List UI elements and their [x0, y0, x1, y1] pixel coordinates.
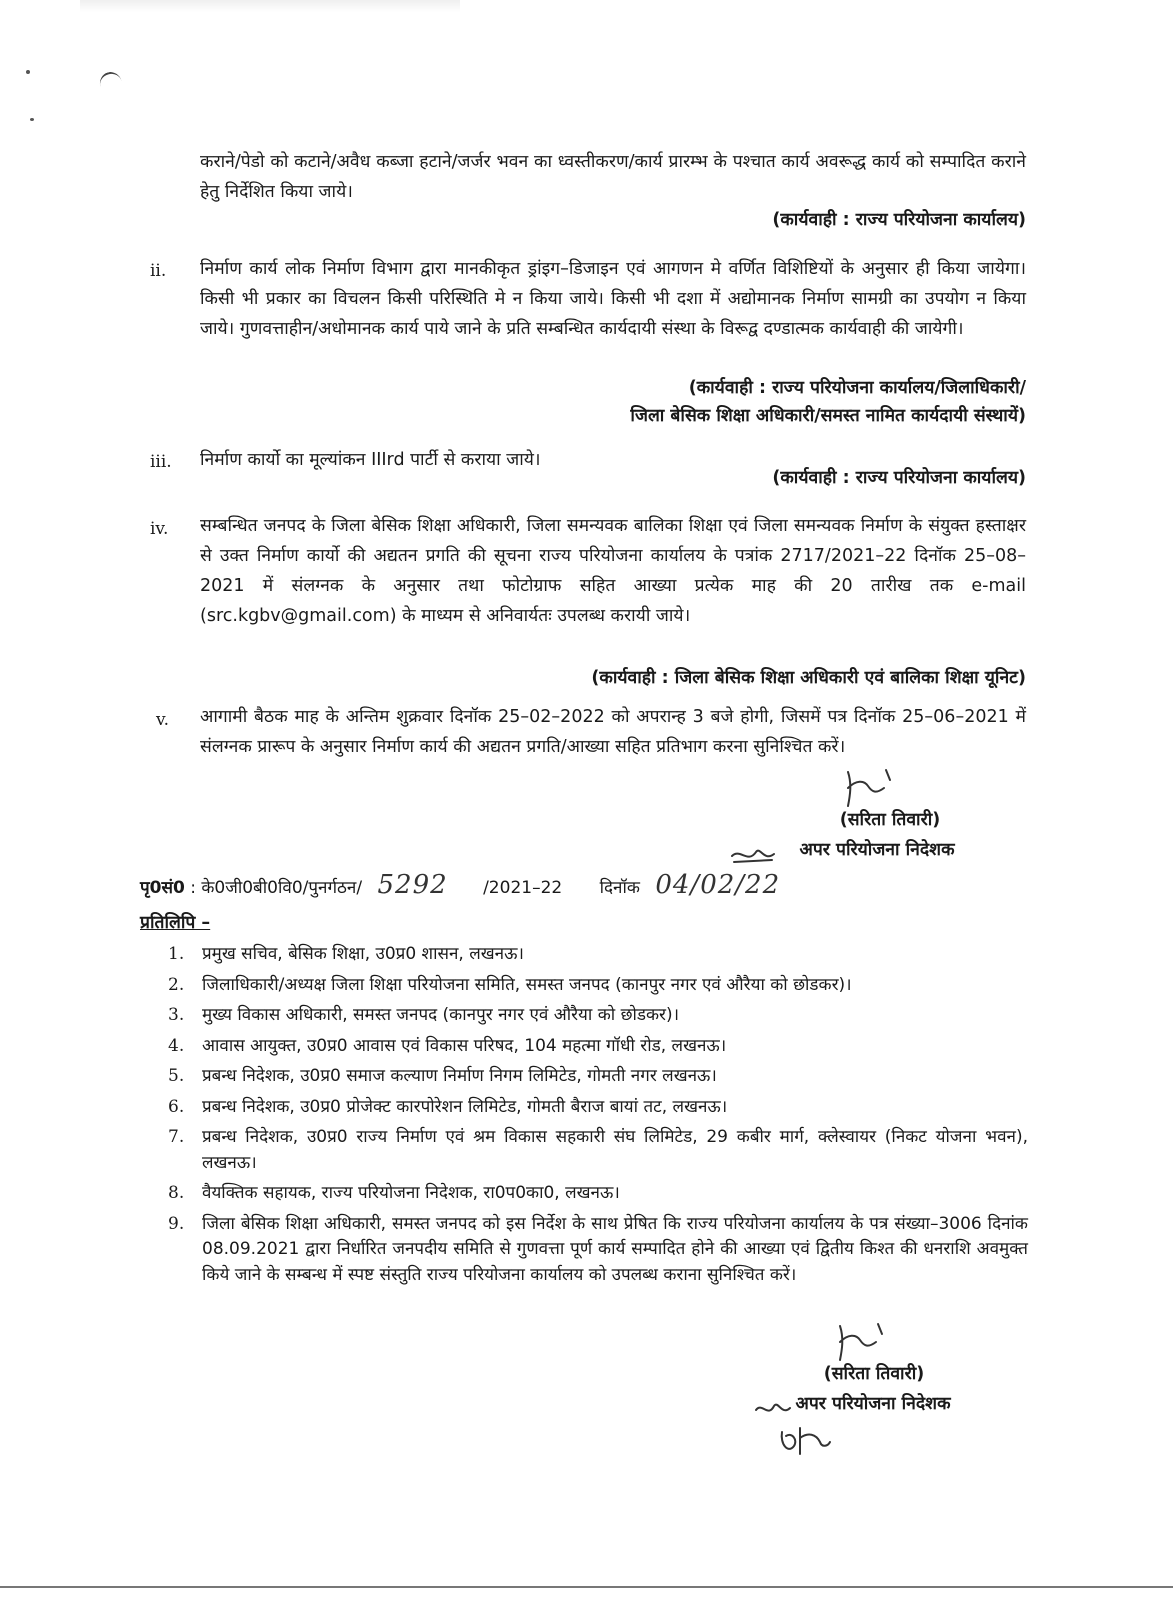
cc-text: आवास आयुक्त, उ0प्र0 आवास एवं विकास परिषद, 104 महत्मा गॉधी रोड, लखनऊ। [202, 1035, 727, 1056]
cc-item [168, 942, 1028, 968]
cc-text: प्रबन्ध निदेशक, उ0प्र0 प्रोजेक्ट कारपोरेशन लिमिटेड, गोमती बैराज बायां तट, लखनऊ। [202, 1096, 728, 1117]
signatory2-designation: अपर परियोजना निदेशक [795, 1394, 951, 1414]
cc-item [168, 973, 1028, 999]
item-number: ii. [150, 261, 167, 281]
cc-list [168, 942, 1028, 1293]
scan-speck [30, 118, 34, 121]
item-number: iv. [150, 519, 169, 539]
ref-date-label: दिनॉक [599, 878, 640, 898]
reference-line [140, 870, 780, 903]
cc-item [168, 1034, 1028, 1060]
item-text: निर्माण कार्यो का मूल्यांकन IIIrd पार्टी से कराया जाये। [200, 450, 541, 470]
signatory-designation: अपर परियोजना निदेशक [799, 840, 955, 860]
cc-text: वैयक्तिक सहायक, राज्य परियोजना निदेशक, रा0प0का0, लखनऊ। [202, 1183, 620, 1203]
item-number: iii. [150, 452, 172, 472]
ref-prefix: : के0जी0बी0वि0/पुनर्गठन/ [190, 878, 363, 898]
cc-number: 7. [168, 1127, 185, 1147]
signatory2-name: (सरिता तिवारी) [823, 1364, 925, 1384]
cc-item [168, 1095, 1028, 1121]
cc-item [168, 1003, 1028, 1029]
scan-speck [26, 70, 30, 74]
cc-number: 4. [168, 1035, 185, 1056]
item-text: निर्माण कार्य लोक निर्माण विभाग द्वारा मानकीकृत ड्रांइग–डिजाइन एवं आगणन मे वर्णित विशिष्टियों के अनुसार ही किया जायेगा। किसी भी प्रकार का विचलन किसी परिस्थिति मे न किया जाये। किसी भी दशा में अद्योमानक निर्माण सामग्री का उपयोग न किया जाये। गुणवत्ताहीन/अधोमानक कार्य पाये जाने के प्रति सम्बन्धित कार्यदायी संस्था के विरूद्व दण्डात्मक कार्यवाही की जायेगी। [200, 259, 1026, 339]
cc-text: मुख्य विकास अधिकारी, समस्त जनपद (कानपुर नगर एवं औरैया को छोडकर)। [202, 1005, 680, 1025]
cc-heading: प्रतिलिपि – [140, 913, 211, 933]
item-action: जिला बेसिक शिक्षा अधिकारी/समस्त नामित कार्यदायी संस्थायें) [630, 406, 1026, 426]
item-action: (कार्यवाही : जिला बेसिक शिक्षा अधिकारी एवं बालिका शिक्षा यूनिट) [591, 668, 1026, 688]
item-number: v. [156, 710, 169, 730]
item-text: सम्बन्धित जनपद के जिला बेसिक शिक्षा अधिकारी, जिला समन्यवक बालिका शिक्षा एवं जिला समन्यवक निर्माण के संयुक्त हस्ताक्षर से उक्त निर्माण कार्यो की अद्यतन प्रगति की सूचना राज्य परियोजना कार्यालय के पत्रांक 2717/2021–22 दिनॉक 25–08–2021 में संलग्नक के अनुसार तथा फोटोग्राफ सहित आख्या प्रत्येक माह की 20 तारीख तक e-mail (src.kgbv@gmail.com) के माध्यम से अनिवार्यतः उपलब्ध करायी जाये। [200, 516, 1026, 626]
signature-scribble [838, 762, 908, 812]
cc-number: 3. [168, 1005, 185, 1025]
ref-label: पृ0सं0 [140, 878, 185, 898]
cc-item [168, 1125, 1028, 1176]
scan-artifact-top [80, 0, 460, 12]
cc-text: प्रबन्ध निदेशक, उ0प्र0 राज्य निर्माण एवं श्रम विकास सहकारी संघ लिमिटेड, 29 कबीर मार्ग, क्लेस्वायर (निकट योजना भवन), लखनऊ। [202, 1127, 1028, 1173]
item-text: आगामी बैठक माह के अन्तिम शुक्रवार दिनॉक 25–02–2022 को अपरान्ह 3 बजे होगी, जिसमें पत्र दिनॉक 25–06–2021 में संलग्नक प्रारूप के अनुसार निर्माण कार्य की अद्यतन प्रगति/आख्या सहित प्रतिभाग करना सुनिश्चित करें। [200, 707, 1026, 757]
handwritten-initials [776, 1420, 832, 1462]
item-action: (कार्यवाही : राज्य परियोजना कार्यालय/जिलाधिकारी/ [688, 378, 1026, 398]
ref-year: /2021–22 [483, 878, 563, 898]
ref-date: 04/02/22 [655, 870, 781, 900]
intro-paragraph: कराने/पेडो को कटाने/अवैध कब्जा हटाने/जर्जर भवन का ध्वस्तीकरण/कार्य प्रारम्भ के पश्चात कार्य अवरूद्ध कार्य को सम्पादित कराने हेतु निर्देशित किया जाये। [200, 152, 1026, 202]
item-action: (कार्यवाही : राज्य परियोजना कार्यालय) [772, 468, 1026, 488]
cc-number: 9. [168, 1213, 185, 1234]
ref-number: 5292 [377, 870, 448, 900]
cc-text: जिलाधिकारी/अध्यक्ष जिला शिक्षा परियोजना समिति, समस्त जनपद (कानपुर नगर एवं औरैया को छोडकर)। [202, 974, 852, 995]
cc-number: 8. [168, 1183, 185, 1203]
cc-text: प्रबन्ध निदेशक, उ0प्र0 समाज कल्याण निर्माण निगम लिमिटेड, गोमती नगर लखनऊ। [202, 1066, 717, 1086]
cc-item [168, 1212, 1028, 1289]
scan-mark [97, 70, 124, 99]
cc-text: जिला बेसिक शिक्षा अधिकारी, समस्त जनपद को इस निर्देश के साथ प्रेषित कि राज्य परियोजना कार्यालय के पत्र संख्या–3006 दिनांक 08.09.2021 द्वारा निर्धारित जनपदीय समिति से गुणवत्ता पूर्ण कार्य सम्पादित होने की आख्या एवं द्वितीय किश्त की धनराशि अवमुक्त किये जाने के सम्बन्ध में स्पष्ट संस्तुति राज्य परियोजना कार्यालय को उपलब्ध कराना सुनिश्चित करें। [202, 1213, 1028, 1285]
cc-text: प्रमुख सचिव, बेसिक शिक्षा, उ0प्र0 शासन, लखनऊ। [202, 944, 524, 964]
cc-number: 1. [168, 944, 185, 964]
cc-number: 6. [168, 1096, 185, 1117]
cc-number: 2. [168, 974, 185, 995]
cc-item [168, 1181, 1028, 1207]
cc-number: 5. [168, 1066, 185, 1086]
cc-item [168, 1064, 1028, 1090]
signatory-name: (सरिता तिवारी) [839, 810, 941, 830]
scan-artifact-bottom [0, 1586, 1173, 1588]
intro-action: (कार्यवाही : राज्य परियोजना कार्यालय) [772, 210, 1026, 230]
